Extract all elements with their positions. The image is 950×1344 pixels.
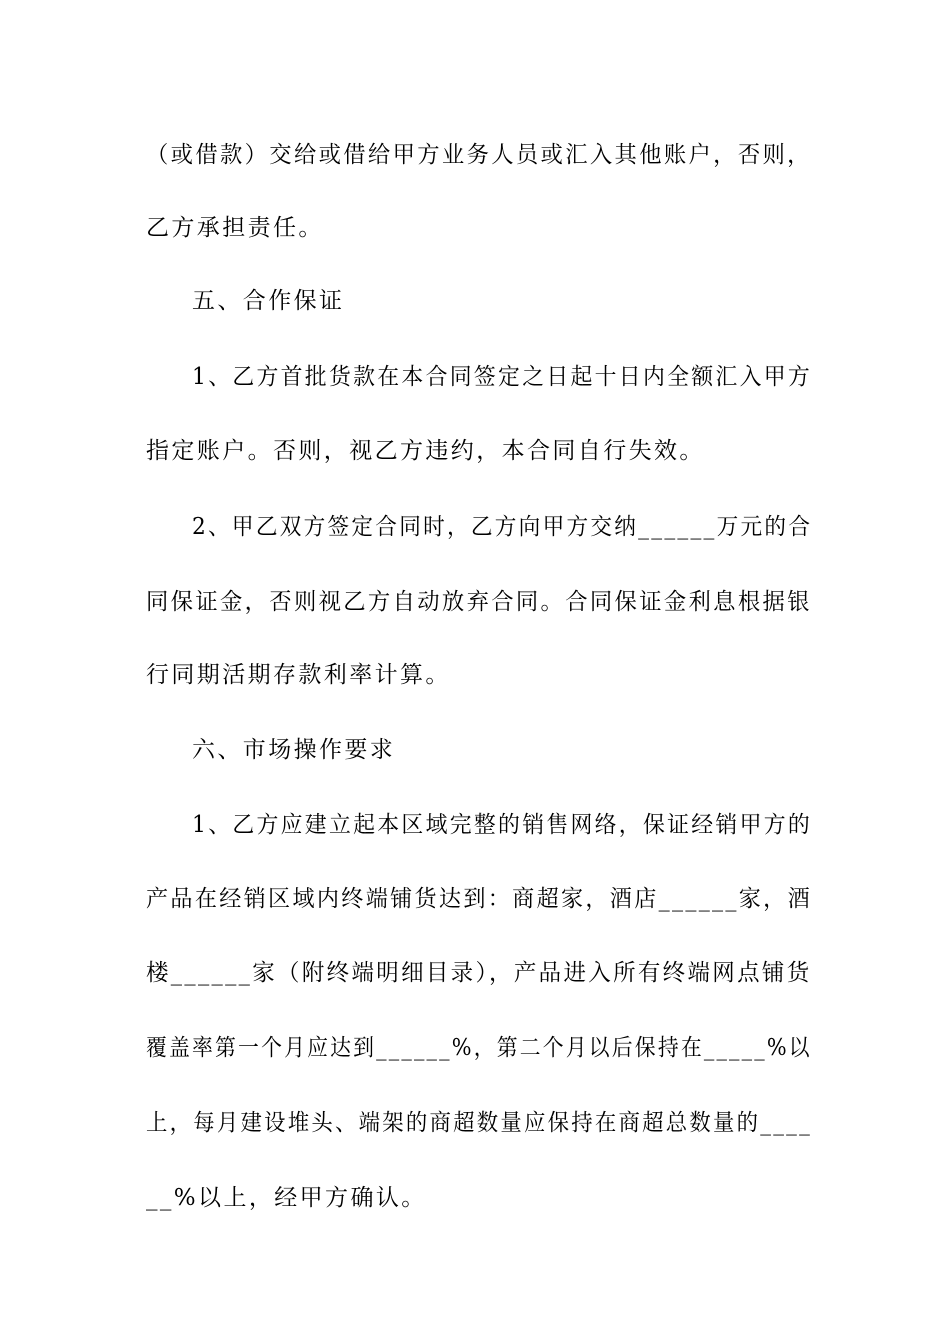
section-heading: 六、市场操作要求 xyxy=(192,737,396,763)
text-line: __%以上，经甲方确认。 xyxy=(146,1185,427,1211)
text-line: 楼______家（附终端明细目录），产品进入所有终端网点铺货 xyxy=(146,960,812,986)
text-line: 上，每月建设堆头、端架的商超数量应保持在商超总数量的____ xyxy=(146,1110,812,1136)
text-line: 产品在经销区域内终端铺货达到：商超家，酒店______家，酒 xyxy=(146,886,812,912)
text-line: 2、甲乙双方签定合同时，乙方向甲方交纳______万元的合 xyxy=(192,514,813,540)
text-line: 1、乙方应建立起本区域完整的销售网络，保证经销甲方的 xyxy=(192,812,813,838)
section-heading: 五、合作保证 xyxy=(192,288,345,314)
text-line: 覆盖率第一个月应达到______%，第二个月以后保持在_____%以 xyxy=(146,1035,812,1061)
text-line: 1、乙方首批货款在本合同签定之日起十日内全额汇入甲方 xyxy=(192,364,813,390)
text-line: 行同期活期存款利率计算。 xyxy=(146,662,451,688)
text-line: 指定账户。否则，视乙方违约，本合同自行失效。 xyxy=(146,438,705,464)
text-line: 同保证金，否则视乙方自动放弃合同。合同保证金利息根据银 xyxy=(146,589,812,615)
text-line: 乙方承担责任。 xyxy=(146,215,324,241)
text-line: （或借款）交给或借给甲方业务人员或汇入其他账户，否则， xyxy=(146,142,812,168)
